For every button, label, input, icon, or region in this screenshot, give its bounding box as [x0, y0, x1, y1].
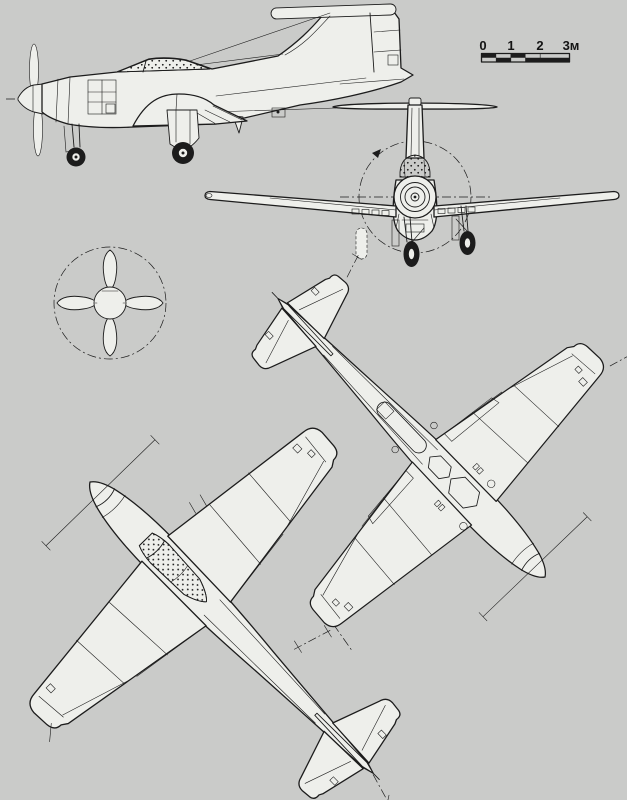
spinner-hub [94, 287, 126, 319]
scale-label-3m: 3м [562, 38, 580, 53]
scale-label-1: 1 [507, 38, 515, 53]
scale-label-2: 2 [536, 38, 544, 53]
front-fin [406, 105, 424, 158]
scale-label-0: 0 [479, 38, 487, 53]
